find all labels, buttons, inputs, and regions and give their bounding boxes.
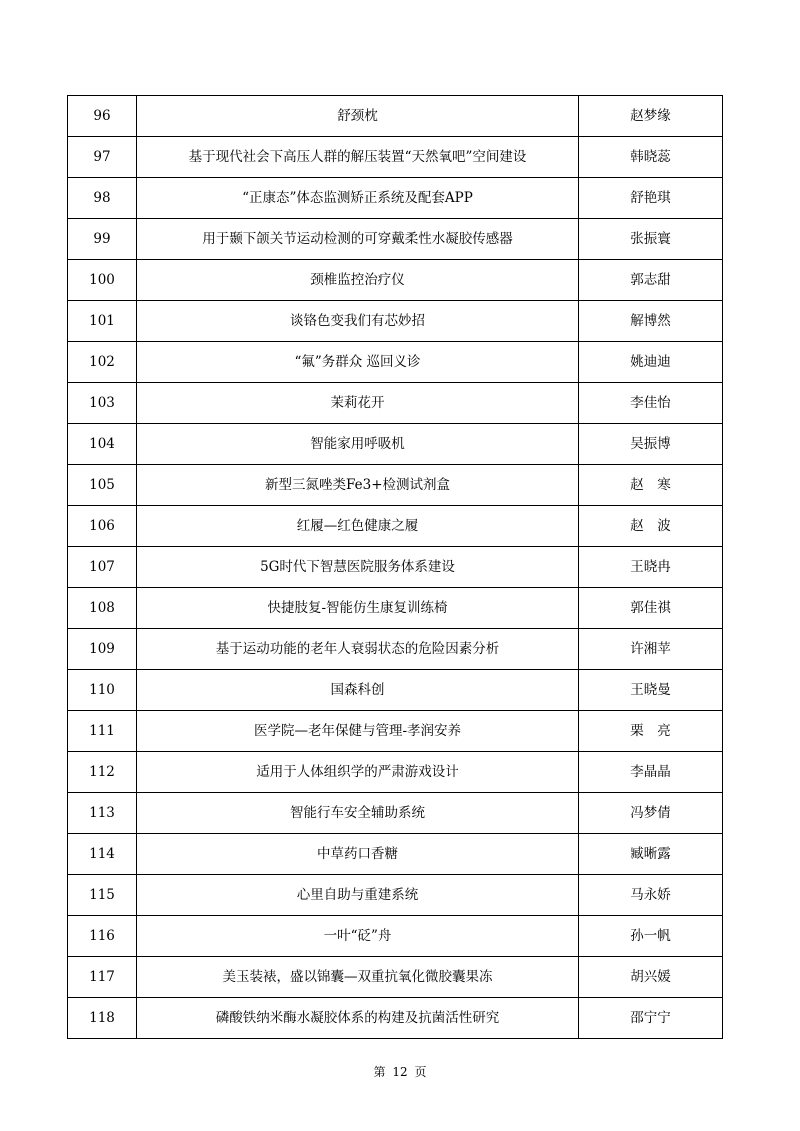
row-number: 104 — [68, 424, 137, 465]
project-title: 适用于人体组织学的严肃游戏设计 — [137, 752, 579, 793]
project-title: 国森科创 — [137, 670, 579, 711]
row-number: 96 — [68, 96, 137, 137]
project-title: 中草药口香糖 — [137, 834, 579, 875]
row-number: 106 — [68, 506, 137, 547]
table-row — [68, 137, 723, 178]
project-leader: 郭志甜 — [579, 260, 723, 301]
table-row — [68, 957, 723, 998]
table-row — [68, 301, 723, 342]
project-title: “氟”务群众 巡回义诊 — [137, 342, 579, 383]
table-row — [68, 752, 723, 793]
project-leader: 许湘苹 — [579, 629, 723, 670]
row-number: 98 — [68, 178, 137, 219]
project-table — [67, 95, 723, 1039]
table-row — [68, 793, 723, 834]
project-title: 医学院—老年保健与管理-孝润安养 — [137, 711, 579, 752]
table-row — [68, 916, 723, 957]
table-row — [68, 342, 723, 383]
row-number: 118 — [68, 998, 137, 1039]
page-number: 第 12 页 — [373, 1065, 427, 1079]
row-number: 97 — [68, 137, 137, 178]
row-number: 113 — [68, 793, 137, 834]
project-title: 智能行车安全辅助系统 — [137, 793, 579, 834]
project-title: 心里自助与重建系统 — [137, 875, 579, 916]
project-title: 颈椎监控治疗仪 — [137, 260, 579, 301]
table-row — [68, 219, 723, 260]
project-leader: 孙一帆 — [579, 916, 723, 957]
table-row — [68, 465, 723, 506]
project-leader: 马永娇 — [579, 875, 723, 916]
project-leader: 王晓冉 — [579, 547, 723, 588]
project-title: 红履—红色健康之履 — [137, 506, 579, 547]
table-body — [68, 96, 723, 1039]
row-number: 101 — [68, 301, 137, 342]
project-title: 舒颈枕 — [137, 96, 579, 137]
table-row — [68, 629, 723, 670]
table-row — [68, 424, 723, 465]
project-leader: 臧晰露 — [579, 834, 723, 875]
row-number: 102 — [68, 342, 137, 383]
row-number: 116 — [68, 916, 137, 957]
project-leader: 赵 波 — [579, 506, 723, 547]
table-row — [68, 383, 723, 424]
project-leader: 李佳怡 — [579, 383, 723, 424]
project-title: 5G时代下智慧医院服务体系建设 — [137, 547, 579, 588]
project-leader: 邵宁宁 — [579, 998, 723, 1039]
row-number: 107 — [68, 547, 137, 588]
project-leader: 姚迪迪 — [579, 342, 723, 383]
project-leader: 栗 亮 — [579, 711, 723, 752]
project-title: 基于现代社会下高压人群的解压装置“天然氧吧”空间建设 — [137, 137, 579, 178]
table-row — [68, 834, 723, 875]
table-row — [68, 998, 723, 1039]
table-row — [68, 506, 723, 547]
project-title: “正康态”体态监测矫正系统及配套APP — [137, 178, 579, 219]
table-row — [68, 670, 723, 711]
table-row — [68, 547, 723, 588]
row-number: 109 — [68, 629, 137, 670]
project-title: 美玉装裱，盛以锦囊—双重抗氧化微胶囊果冻 — [137, 957, 579, 998]
project-title: 用于颞下颌关节运动检测的可穿戴柔性水凝胶传感器 — [137, 219, 579, 260]
row-number: 105 — [68, 465, 137, 506]
row-number: 108 — [68, 588, 137, 629]
table-row — [68, 588, 723, 629]
table-row — [68, 96, 723, 137]
project-title: 基于运动功能的老年人衰弱状态的危险因素分析 — [137, 629, 579, 670]
table-row — [68, 260, 723, 301]
project-leader: 郭佳祺 — [579, 588, 723, 629]
project-leader: 胡兴媛 — [579, 957, 723, 998]
row-number: 117 — [68, 957, 137, 998]
project-title: 茉莉花开 — [137, 383, 579, 424]
row-number: 110 — [68, 670, 137, 711]
row-number: 99 — [68, 219, 137, 260]
project-leader: 赵 寒 — [579, 465, 723, 506]
project-title: 谈铬色变我们有芯妙招 — [137, 301, 579, 342]
row-number: 103 — [68, 383, 137, 424]
project-leader: 解博然 — [579, 301, 723, 342]
project-title: 磷酸铁纳米酶水凝胶体系的构建及抗菌活性研究 — [137, 998, 579, 1039]
row-number: 100 — [68, 260, 137, 301]
project-leader: 李晶晶 — [579, 752, 723, 793]
project-leader: 赵梦缘 — [579, 96, 723, 137]
project-leader: 张振寰 — [579, 219, 723, 260]
project-title: 新型三氮唑类Fe3+检测试剂盒 — [137, 465, 579, 506]
table-row — [68, 711, 723, 752]
project-title: 一叶“砭”舟 — [137, 916, 579, 957]
row-number: 112 — [68, 752, 137, 793]
project-leader: 舒艳琪 — [579, 178, 723, 219]
project-leader: 王晓曼 — [579, 670, 723, 711]
row-number: 115 — [68, 875, 137, 916]
project-leader: 冯梦倩 — [579, 793, 723, 834]
row-number: 111 — [68, 711, 137, 752]
project-title: 快捷肢复-智能仿生康复训练椅 — [137, 588, 579, 629]
project-leader: 吴振博 — [579, 424, 723, 465]
project-title: 智能家用呼吸机 — [137, 424, 579, 465]
row-number: 114 — [68, 834, 137, 875]
table-row — [68, 178, 723, 219]
project-leader: 韩晓蕊 — [579, 137, 723, 178]
table-row — [68, 875, 723, 916]
